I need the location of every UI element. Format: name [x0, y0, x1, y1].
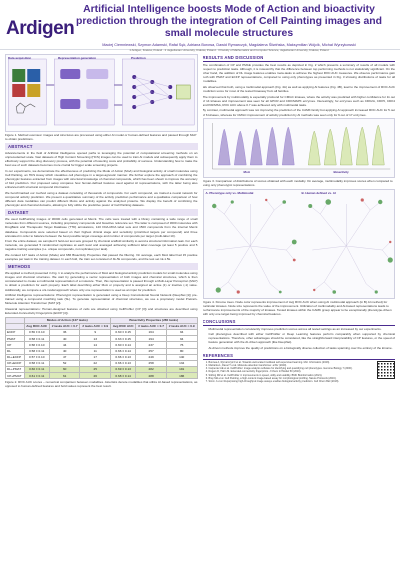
poster-columns — [5, 52, 395, 563]
reference-item: 1. Borowa A, Rymarczyk D et al. Towards well-scaled multitask self-supervised learning. Mol. Informatics (2023). — [209, 361, 375, 364]
references-block — [203, 361, 396, 384]
references-heading: REFERENCES — [203, 352, 396, 360]
results-table — [5, 317, 198, 380]
table-cell: 288 — [136, 373, 167, 379]
methods-paragraph: Artificial Intelligence representations: Phenotypic representation is generated using a Deep Convolutional Neural Network (DeepNet [1]) pre-trained using a compound matching task (SL). To generate representation of chemical structures, we use a proprietary model Pretrain-Molecule Attention Transformer (MAT [2]). — [5, 293, 198, 306]
reference-item: 2. Maziarka Ł, Danel T et al. Molecule attention transformer. arXiv (2020). — [209, 364, 375, 367]
method-overview-diagram — [6, 55, 197, 131]
methods-paragraph: Classical representations: Human-designed features of cells are obtained using CellProfiler (CP [3]) and structures are described using Extended-Connectivity Fingerprints (ECFP [4]). — [5, 306, 198, 315]
poster-header — [0, 0, 400, 50]
table-cell: 0.58 ± 0.11 — [24, 360, 49, 366]
results-heading: RESULTS AND DISCUSSION — [203, 54, 396, 62]
qr-code-icon[interactable] — [377, 361, 395, 379]
reference-item: 6. Bray MA et al. Cell Painting, a high-content image-based assay for morphological profiling. Nature Protocols (2016). — [209, 377, 375, 380]
table-cell: 0.58 ± 0.11 — [24, 348, 49, 354]
plot-label-bioactivity: Bioactivity — [333, 170, 349, 175]
left-column — [5, 52, 198, 563]
table-cell: 44 — [49, 342, 80, 348]
table-cell: 186 — [166, 373, 197, 379]
table-row-label: ECFP — [6, 329, 25, 335]
figure-1-caption: Figure 1. Method overview: images and structures are processed using either AI model or human-defined features and passed through MLP to obtain predictions. — [5, 133, 197, 141]
dataset-paragraph: We curated 147 tasks of Action (Mode) and 686 Bioactivity Properties that passed the filtering. On average, each MoA label had 15 positive examples per task in the training dataset. In each fold, the train set consisted of 4k-5k compounds, and the test set 1k-1.5k. — [5, 252, 198, 262]
table-cell: 258 — [136, 360, 167, 366]
reference-item: 4. Rogers D, Hahn M. Extended-connectivity fingerprints. J Chem Inf Model 50 (2010). — [209, 370, 375, 373]
table-cell: 0.69 ± 0.13 — [110, 367, 135, 373]
affiliations: 1 Ardigen, Kraków, Poland · 2 Jagiellonian University, Kraków, Poland · 3 Faculty of Mathematics and Computer Science, Jagiellonian University, Kraków, Poland — [129, 48, 329, 52]
table-row-label: DL+PMAT — [6, 367, 25, 373]
figure-3-caption: Figure 3. Comparison of distributions of scores obtained with each modality. On average, multimodality improves scores when compared to using only phenotypic representations. — [202, 179, 393, 188]
dataset-heading: DATASET — [5, 209, 198, 216]
ardigen-logo: Ardigen — [6, 18, 75, 39]
table-cell: 76 — [166, 342, 197, 348]
score-distribution-plot — [204, 119, 395, 177]
figure-4 — [203, 189, 396, 299]
table-cell: 134 — [166, 360, 197, 366]
table-cell: 26 — [80, 373, 111, 379]
kinome-panel-b-title: B. Human defined vs. AI — [301, 191, 336, 196]
table-cell: 140 — [166, 354, 197, 360]
table-cell: 0.58 ± 0.11 — [24, 336, 49, 342]
table-cell: 0.66 ± 0.13 — [110, 360, 135, 366]
table-cell: 191 — [166, 367, 197, 373]
table-cell: 0.66 ± 0.14 — [110, 348, 135, 354]
table-row-label: CP+ECFP — [6, 360, 25, 366]
abstract-paragraph: In our experiments, we demonstrate the effectiveness of predicting the Mode of Action (MoA) and biological activity of small molecules using Cell Painting, an HCS Assay which visualizes cell phenotype in a target-agnostic manner. We further explore the approach of combining the phenotypic features extracted from images with structural knowledge of chemical compounds, which has been shown to improve the accuracy of fold prediction. Our proposed setup compares how human-defined features used against AI representations, with the latter being also enhanced with structural compound information. — [5, 168, 198, 190]
table-column-header: Avg ROC AUC — [110, 323, 135, 329]
results-paragraph: The improvement by multimodality is especially profound for CMGC kinases, where the activity was predicted with higher confidence for 11 out of 14 kinases and improvement was seen for all GPCR and CDK/MAPK enzymes. Interestingly, for enzymes such as CDK2A, CDK5, CDK4 and PAFMSA, ROC AUC above 0.7 was achieved only with multimodal tasks. — [202, 94, 395, 107]
table-cell: 9 — [80, 329, 111, 335]
right-column — [203, 52, 396, 563]
table-cell: 11 — [80, 348, 111, 354]
table-cell: 0.66 ± 0.13 — [110, 354, 135, 360]
conclusions-list — [203, 327, 396, 349]
table-cell: 13 — [80, 336, 111, 342]
table-cell: 14 — [80, 342, 111, 348]
table-row-label: DL — [6, 348, 25, 354]
table-cell: 80 — [166, 348, 197, 354]
panel-label-representation: Representation generation — [58, 56, 97, 60]
table-cell: 0.61 ± 0.11 — [24, 373, 49, 379]
table-cell: 194 — [136, 336, 167, 342]
table-row-label: CP — [6, 342, 25, 348]
table-cell: 257 — [136, 348, 167, 354]
table-cell: 40 — [49, 348, 80, 354]
table-column-header: # tasks AUC > 0.7 — [49, 323, 80, 329]
table-cell: 94 — [166, 329, 197, 335]
table-cell: 0.63 ± 0.15 — [110, 336, 135, 342]
table-cell: 0.60 ± 0.15 — [110, 329, 135, 335]
results-paragraph: We observed that both, using a multimodal approach (Fig. 4A) as well as applying AI features (Fig. 4B), lead to the improvement of ROC AUC prediction score for most of the tested bioassay from all families. — [202, 84, 395, 94]
table-cell: 17 — [80, 354, 111, 360]
methods-heading: METHODS — [5, 263, 198, 270]
table-cell: 0.57 ± 0.10 — [24, 354, 49, 360]
figure-3 — [203, 118, 396, 178]
references-list — [203, 361, 375, 384]
conclusion-item: • Multimodal representation consistently improves prediction scores across all tested settings as an increased by our experiments. — [209, 327, 396, 331]
table-column-header: # tasks AUC > 0.9 — [166, 323, 197, 329]
table-cell: 282 — [136, 367, 167, 373]
abstract-paragraph: Advancements in the field of Artificial Intelligence opened paths to leveraging the potential of computational screening methods on an unprecedented scale. Vast datasets of High Content Screening (HCS) images can be used to train AI models and subsequently apply them to effectively support the drug discovery process, with the potential of lowering costs and probability of success. Understanding how to make the best use of such datasets becomes more crucial for bigger scale screening projects. — [5, 151, 198, 168]
dataset-paragraph: We used CellPainting images of 30000 cells generated at Merck. The cells were treated with a library containing a wide range of small molecules from different sources, including proprietary compounds and bioactive reference set. The latter is composed of 3000 molecules with DrugBank and Therapeutic Target Database (TTD) annotations, 120 FDA-MOA label sets and 1500 compounds from the internal Merck database. Compounds were selected based on their highest clinical stage and sensitivity (prioritized targets per compound) and three annotated in order to balance between the best possible target coverage and number of compounds per target (multi-label 10). — [5, 217, 198, 238]
table-cell: 36 — [49, 329, 80, 335]
table-cell: 237 — [136, 342, 167, 348]
abstract-paragraph: We benchmarked our method using a dataset consisting of thousands of compounds. For each compound, we trained a neural network for compound activity prediction. We present a quantitative summary of the activity prediction performance and a qualitative comparison of how different data modalities can predict different MoAs and activity against the analyzed proteins. We display the benefit of combining the phenotypic and chemical domains, allowing to fully utilize the predictive power of Cell Painting datasets. — [5, 190, 198, 208]
table-cell: 0.60 ± 0.11 — [24, 367, 49, 373]
table-row-label: PMAT — [6, 336, 25, 342]
table-body — [6, 329, 198, 379]
figure-2-caption: Figure 2. ROC AUC scores – numerical comparison between modalities. Asterisks denote modalities that utilize AI-based representations, as opposed to human-defined features and bold values represent the best result. — [5, 380, 198, 389]
results-paragraph: By contrast, multimodal approach was not improving the prediction of the CAMK family but applying AI approach increased ROC AUC for 5 out of 6 kinases, whereas for CMGC improvement of activity prediction by AI methods was seen only for 6 out of 17 enzymes. — [202, 108, 395, 117]
author-list: Maciej Ciemniewski, Szymon Adamski, Rafał Sęk, Adriana Borowa, Dawid Rymarczyk, Magdalena Śliwińska, Maksymilian Wójcik, Michał Wyrzykowski — [102, 43, 356, 47]
table-cell: 52 — [49, 360, 80, 366]
table-group-header: Bioactivity Properties (280 tasks) — [110, 317, 197, 323]
plot-label-moa: MoA — [243, 170, 250, 175]
conclusions-heading: CONCLUSIONS — [203, 318, 396, 326]
table-cell: 0.68 ± 0.14 — [110, 373, 135, 379]
table-cell: 0.58 ± 0.10 — [24, 342, 49, 348]
table-column-header: # tasks AUC > 0.7 — [136, 323, 167, 329]
conclusion-item: • AI-driven methods improve the quality of predictions on a biologically diverse collection of tasks spanning over the entirety of the kinome. — [209, 346, 396, 350]
results-paragraph: The combination of CP and PMAE provides the best results as depicted in Fig. 2 which presents a summary of results of all models with respect to prediction tasks. Although, it is noteworthy that the difference between top performing methods is not statistically significant. On the other hand, the addition of DL image features enables meta-tasks to achieve the highest ROC AUC measures. We observe performance gain both with PMAT and ECFP representations, compared to using only phenotypes as presented in Fig. 3 showing distributions of tasks for all modalities. — [202, 63, 395, 84]
methods-paragraph: We applied a method presented in Fig. 1 to analyze the performance of MoA and biological activity prediction models for small molecules using images and chemical structures. We start by generating a vector representation of both images and chemical structures, which is then concatenated to create a multimodal representation of a molecule. Then, this representation is passed through a Multi-Layer Perceptron (MLP) to obtain a prediction for each property. Each label describing either MoA or property and is assigned an active (1) or inactive (-1) value. Additionally, we compare a uni-modal approach where only one representation is used as an input for prediction. — [5, 271, 198, 292]
table-row-label: DL+ECFP — [6, 354, 25, 360]
table-cell: 22 — [80, 360, 111, 366]
figure-1 — [5, 54, 198, 132]
panel-label-prediction: Prediction — [131, 56, 146, 60]
table-cell: 60 — [49, 367, 80, 373]
kinome-panel-a-title: A. Phenotype only vs. Multimodal — [205, 191, 254, 196]
table-cell: 94 — [166, 336, 197, 342]
reference-item: 7. Simm J et al. Repurposing high-throughput image assays enables biological activity prediction. Cell Chem Biol (2018). — [209, 380, 375, 383]
dataset-paragraph: From the entire dataset, we sampled 3 held-out test sets grouped by chemical scaffold similarity to avoid a structural information leak. For each molecule, we generated 5 randomized replicates at each level and averaged achieving sufficient label coverage (at least 5 positive and 5 negative training examples (i.e. unique compounds, not replicates) per task). — [5, 239, 198, 252]
table-group-header: Modes of Action (147 tasks) — [24, 317, 110, 323]
table-column-header: # tasks AUC > 0.9 — [80, 323, 111, 329]
table-column-header: Avg ROC AUC — [24, 323, 49, 329]
poster-title: Artificial Intelligence boosts Mode of Action and bioactivity prediction through the integration of Cell Painting images and small molecule structures — [76, 4, 382, 39]
table-cell: 164 — [136, 329, 167, 335]
figure-4-caption: Figure 4. Kinome trees. Node color represents improvement of Avg ROC AUC when using AI multimodal approach (in B) AI method) for particular kinases. Node size represents the value of the improvement. Utilization of multimodality and AI-based representations leads to performance improvements of the majority of kinases. Tested kinases within the CAMK group appear to be exceptionally phenotype-driven with only one target being improved by chemical features. — [202, 300, 392, 317]
table-cell: 0.60 ± 0.14 — [110, 342, 135, 348]
table-cell: 40 — [49, 336, 80, 342]
abstract-heading: ABSTRACT — [5, 143, 198, 150]
table-cell: 61 — [49, 373, 80, 379]
table-row — [6, 373, 198, 379]
conclusion-item: • Cell phenotypes described with either CellProfiler or Deep Learning features perform comparably when supported by chemical representations. Therefore, other advantages should be considered, like the straightforward interpretability of CP features, or the speed of feature generation with the AI-driven approach (like DeepNet). — [209, 332, 396, 344]
table-cell: 249 — [136, 354, 167, 360]
table-row-label: CP+PMAT — [6, 373, 25, 379]
table-cell: 25 — [80, 367, 111, 373]
reference-item: 3. Carpenter AE et al. CellProfiler: image analysis software for identifying and quantifying cell phenotypes. Genome Biology 7 (2006). — [209, 367, 375, 370]
reference-item: 5. Stirling DR et al. CellProfiler 4: improvements in speed, utility and usability. BMC Bioinformatics (2021). — [209, 374, 375, 377]
kinome-trees — [204, 190, 395, 298]
title-block — [64, 4, 394, 53]
table-cell: 47 — [49, 354, 80, 360]
table-cell: 0.56 ± 0.10 — [24, 329, 49, 335]
panel-label-data: Data acquisition — [8, 56, 32, 60]
